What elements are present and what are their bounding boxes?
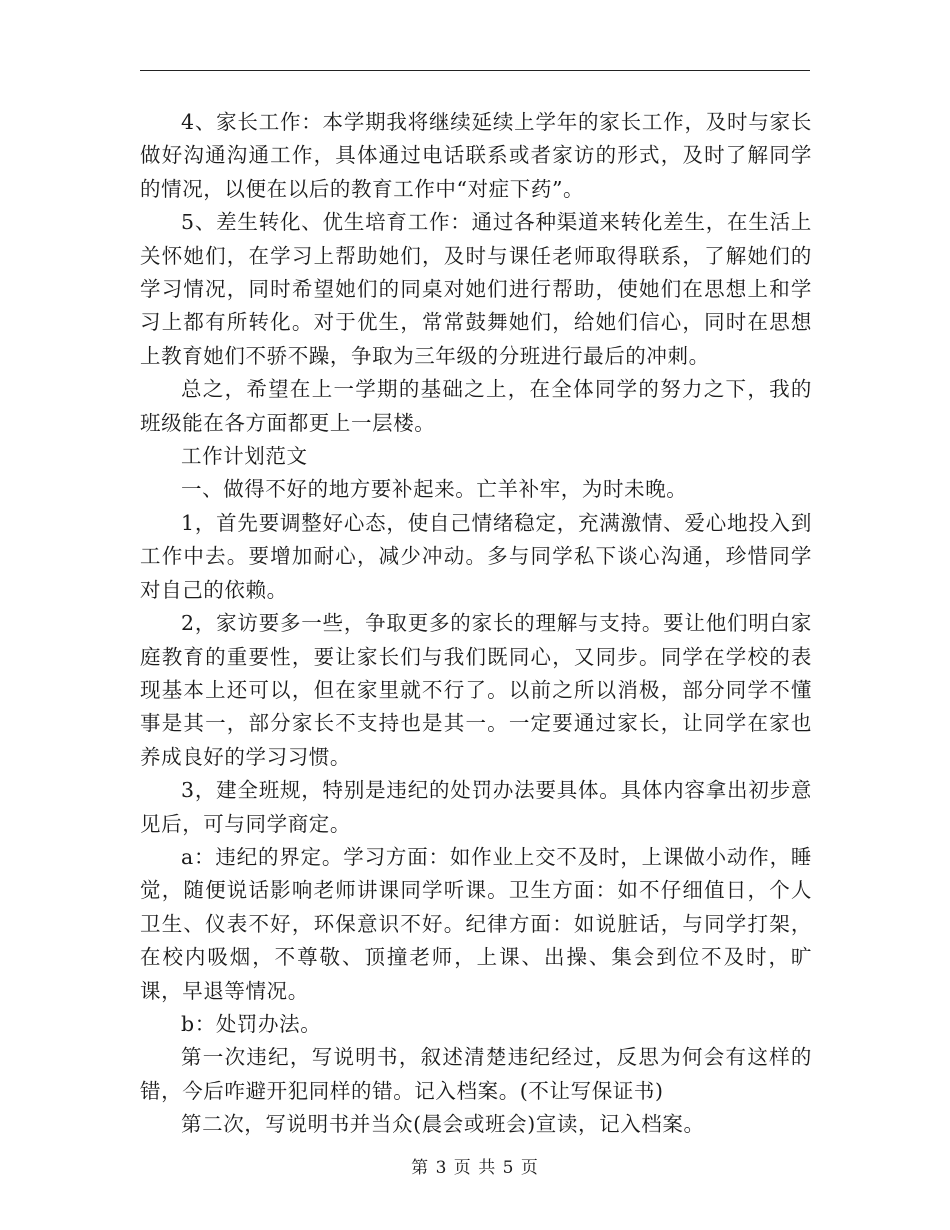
document-body: [140, 106, 812, 1142]
paragraph-point-b: b：处罚办法。: [181, 1011, 322, 1036]
paragraph-first-violation: 第一次违纪，写说明书，叙述清楚违纪经过，反思为何会有这样的错，今后咋避开犯同样的错。记入档案。(不让写保证书): [140, 1045, 812, 1103]
paragraph-summary: 总之，希望在上一学期的基础之上，在全体同学的努力之下，我的班级能在各方面都更上一层楼。: [140, 377, 812, 435]
paragraph-student-transformation: 5、差生转化、优生培育工作：通过各种渠道来转化差生，在生活上关怀她们，在学习上帮助她们，及时与课任老师取得联系，了解她们的学习情况，同时希望她们的同桌对她们进行帮助，使她们在思想上和学习上都有所转化。对于优生，常常鼓舞她们，给她们信心，同时在思想上教育她们不骄不躁，争取为三年级的分班进行最后的冲刺。: [140, 210, 812, 368]
section-heading: 工作计划范文: [181, 444, 308, 469]
paragraph-point-1: 1，首先要调整好心态，使自己情绪稳定，充满激情、爱心地投入到工作中去。要增加耐心，减少冲动。多与同学私下谈心沟通，珍惜同学对自己的依赖。: [140, 510, 812, 602]
header-rule: [140, 70, 810, 71]
paragraph-point-2: 2，家访要多一些，争取更多的家长的理解与支持。要让他们明白家庭教育的重要性，要让家长们与我们既同心，又同步。同学在学校的表现基本上还可以，但在家里就不行了。以前之所以消极，部分同学不懂事是其一，部分家长不支持也是其一。一定要通过家长，让同学在家也养成良好的学习习惯。: [140, 611, 812, 769]
page-number: 第 3 页 共 5 页: [411, 1158, 539, 1178]
paragraph-parent-work: 4、家长工作：本学期我将继续延续上学年的家长工作，及时与家长做好沟通沟通工作，具体通过电话联系或者家访的形式，及时了解同学的情况，以便在以后的教育工作中“对症下药”。: [140, 110, 812, 201]
paragraph-point-a: a：违纪的界定。学习方面：如作业上交不及时，上课做小动作，睡觉，随便说话影响老师讲课同学听课。卫生方面：如不仔细值日，个人卫生、仪表不好，环保意识不好。纪律方面：如说脏话，与同学打架，在校内吸烟，不尊敬、顶撞老师，上课、出操、集会到位不及时，旷课，早退等情况。: [140, 844, 812, 1003]
paragraph-point-3: 3，建全班规，特别是违纪的处罚办法要具体。具体内容拿出初步意见后，可与同学商定。: [140, 778, 812, 836]
paragraph-second-violation: 第二次，写说明书并当众(晨会或班会)宣读，记入档案。: [181, 1112, 705, 1137]
paragraph-item-one: 一、做得不好的地方要补起来。亡羊补牢，为时未晚。: [181, 477, 688, 502]
